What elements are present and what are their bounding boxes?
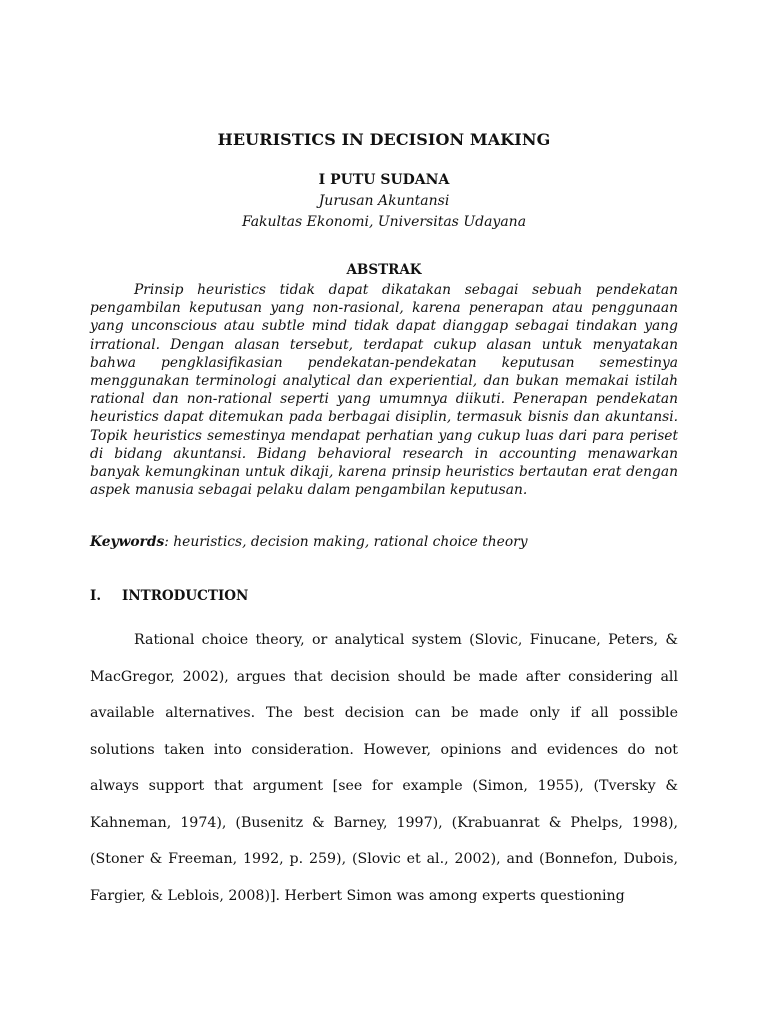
author-department: Jurusan Akuntansi (318, 193, 450, 209)
keywords-label: Keywords (90, 534, 165, 550)
author-institution: Fakultas Ekonomi, Universitas Udayana (241, 214, 527, 230)
section-title: INTRODUCTION (122, 588, 249, 604)
section-heading (90, 588, 248, 604)
author-name: I PUTU SUDANA (318, 172, 450, 188)
paper-title: HEURISTICS IN DECISION MAKING (217, 130, 551, 149)
author-block (0, 170, 768, 233)
keywords-line (90, 533, 678, 551)
abstract-text: Prinsip heuristics tidak dapat dikatakan sebagai sebuah pendekatan pengambilan keputusan yang non-rasional, karena penerapan atau penggunaan yang unconscious atau subtle mind tidak dapat dianggap sebagai tindakan yang irrational. Dengan alasan tersebut, terdapat cukup alasan untuk menyatakan bahwa pengklasifikasian pendekatan-pendekatan keputusan semestinya menggunakan terminologi analytical dan experiential, dan bukan memakai istilah rational dan non-rational seperti yang umumnya diikuti. Penerapan pendekatan heuristics dapat ditemukan pada berbagai disiplin, termasuk bisnis dan akuntansi. Topik heuristics semestinya mendapat perhatian yang cukup luas dari para periset di bidang akuntansi. Bidang behavioral research in accounting menawarkan banyak kemungkinan untuk dikaji, karena prinsip heuristics bertautan erat dengan aspek manusia sebagai pelaku dalam pengambilan keputusan. (90, 282, 678, 499)
introduction-text: Rational choice theory, or analytical system (Slovic, Finucane, Peters, & MacGregor, 2002), argues that decision should be made after considering all available alternatives. The best decision can be made only if all possible solutions taken into consideration. However, opinions and evidences do not always support that argument [see for example (Simon, 1955), (Tversky & Kahneman, 1974), (Busenitz & Barney, 1997), (Krabuanrat & Phelps, 1998), (Stoner & Freeman, 1992, p. 259), (Slovic et al., 2002), and (Bonnefon, Dubois, Fargier, & Leblois, 2008)]. Herbert Simon was among experts questioning (90, 632, 678, 904)
abstract-heading: ABSTRAK (346, 262, 422, 278)
keywords-text: : heuristics, decision making, rational choice theory (164, 534, 528, 550)
section-number: I. (90, 588, 102, 604)
